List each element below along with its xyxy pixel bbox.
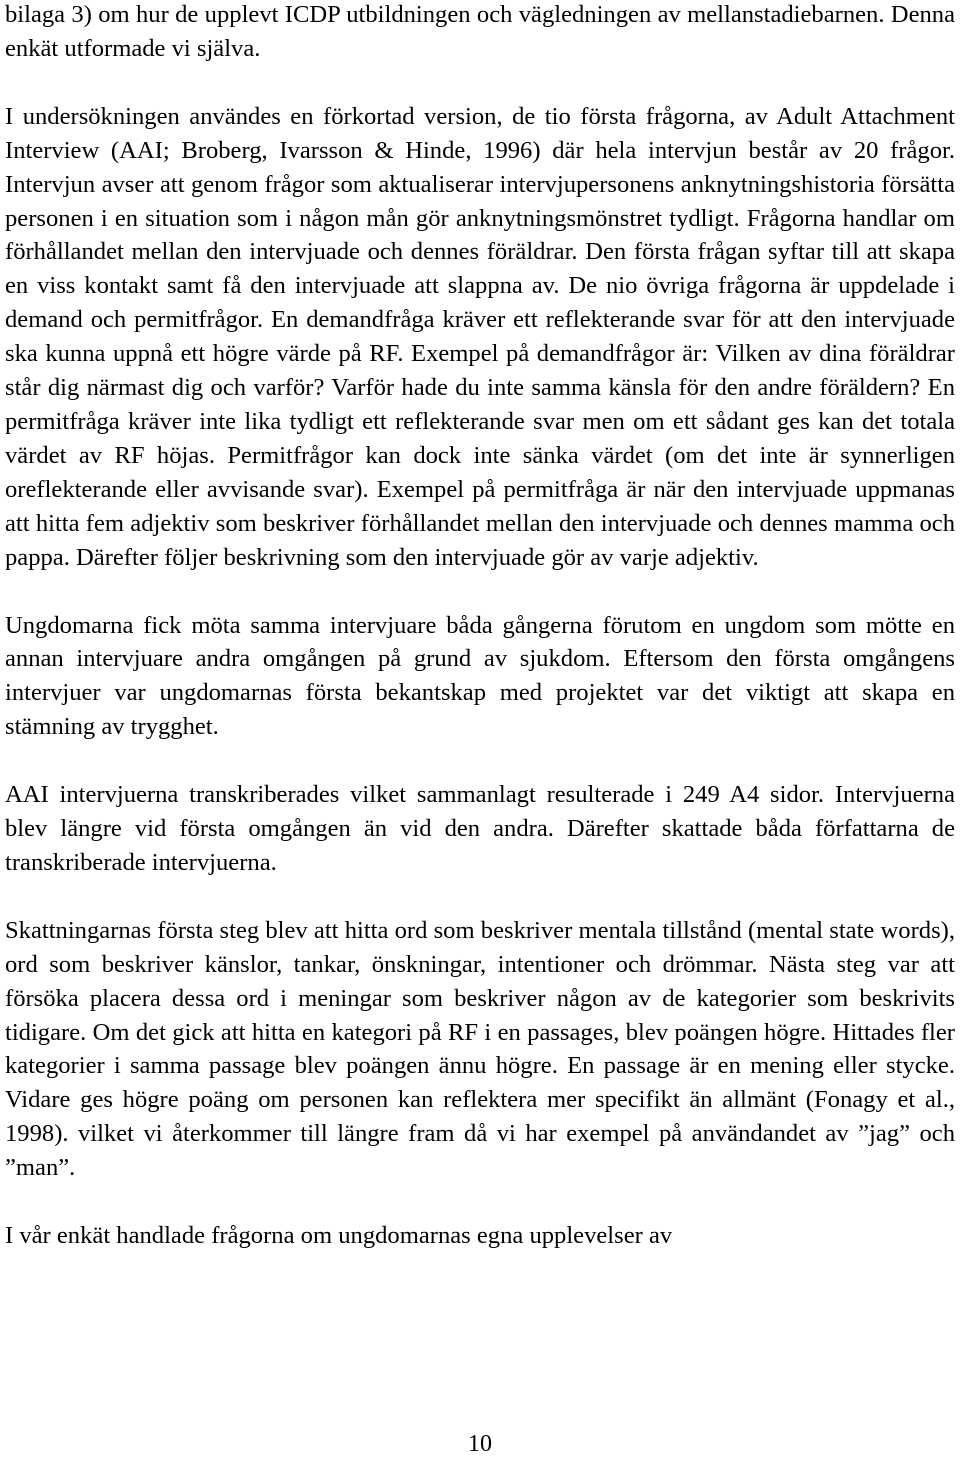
paragraph-rating-steps: Skattningarnas första steg blev att hitta ord som beskriver mentala tillstånd (mental state words), ord som beskriver känslor, tankar, önskningar, intentioner och drömmar. Nästa steg var att försöka placera dessa ord i meningar som beskriver någon av de kategorier som beskrivits tidigare. Om det gick att hitta en kategori på RF i en passages, blev poängen högre. Hittades fler kategorier i samma passage blev poängen ännu högre. En passage är en mening eller stycke. Vidare ges högre poäng om personen kan reflektera mer specifikt än allmänt (Fonagy et al., 1998). vilket vi återkommer till längre fram då vi har exempel på användandet av ”jag” och ”man”. xyxy=(5,916,955,1182)
paragraph-survey: I vår enkät handlade frågorna om ungdomarnas egna upplevelser av xyxy=(5,1222,673,1250)
paragraph-interviewers: Ungdomarna fick möta samma intervjuare båda gångerna förutom en ungdom som mötte en annan intervjuare andra omgången på grund av sjukdom. Eftersom den första omgångens intervjuer var ungdomarnas första bekantskap med projektet var det viktigt att skapa en stämning av trygghet. xyxy=(5,611,955,741)
paragraph-aai-method: I undersökningen användes en förkortad version, de tio första frågorna, av Adult Attachment Interview (AAI; Broberg, Ivarsson & Hinde, 1996) där hela intervjun består av 20 frågor. Intervjun avser att genom frågor som aktualiserar intervjupersonens anknytningshistoria försätta personen i en situation som i någon mån gör anknytningsmönstret tydligt. Frågorna handlar om förhållandet mellan den intervjuade och dennes föräldrar. Den första frågan syftar till att skapa en viss kontakt samt få den intervjuade att slappna av. De nio övriga frågorna är uppdelade i demand och permitfrågor. En demandfråga kräver ett reflekterande svar för att den intervjuade ska kunna uppnå ett högre värde på RF. Exempel på demandfrågor är: Vilken av dina föräldrar står dig närmast dig och varför? Varför hade du inte samma känsla för den andre föräldern? En permitfråga kräver inte lika tydligt ett reflekterande svar men om ett sådant ges kan det totala värdet av RF höjas. Permitfrågor kan dock inte sänka värdet (om det inte är synnerligen oreflekterande eller avvisande svar). Exempel på permitfråga är när den intervjuade uppmanas att hitta fem adjektiv som beskriver förhållandet mellan den intervjuade och dennes mamma och pappa. Därefter följer beskrivning som den intervjuade gör av varje adjektiv. xyxy=(5,102,955,571)
document-page xyxy=(5,0,955,1253)
paragraph-appendix-continuation: bilaga 3) om hur de upplevt ICDP utbildningen och vägledningen av mellanstadiebarnen. Denna enkät utformade vi själva. xyxy=(5,1,955,62)
paragraph-transcription: AAI intervjuerna transkriberades vilket sammanlagt resulterade i 249 A4 sidor. Intervjuerna blev längre vid första omgången än vid den andra. Därefter skattade båda författarna de transkriberade intervjuerna. xyxy=(5,781,955,876)
page-number: 10 xyxy=(468,1431,492,1457)
